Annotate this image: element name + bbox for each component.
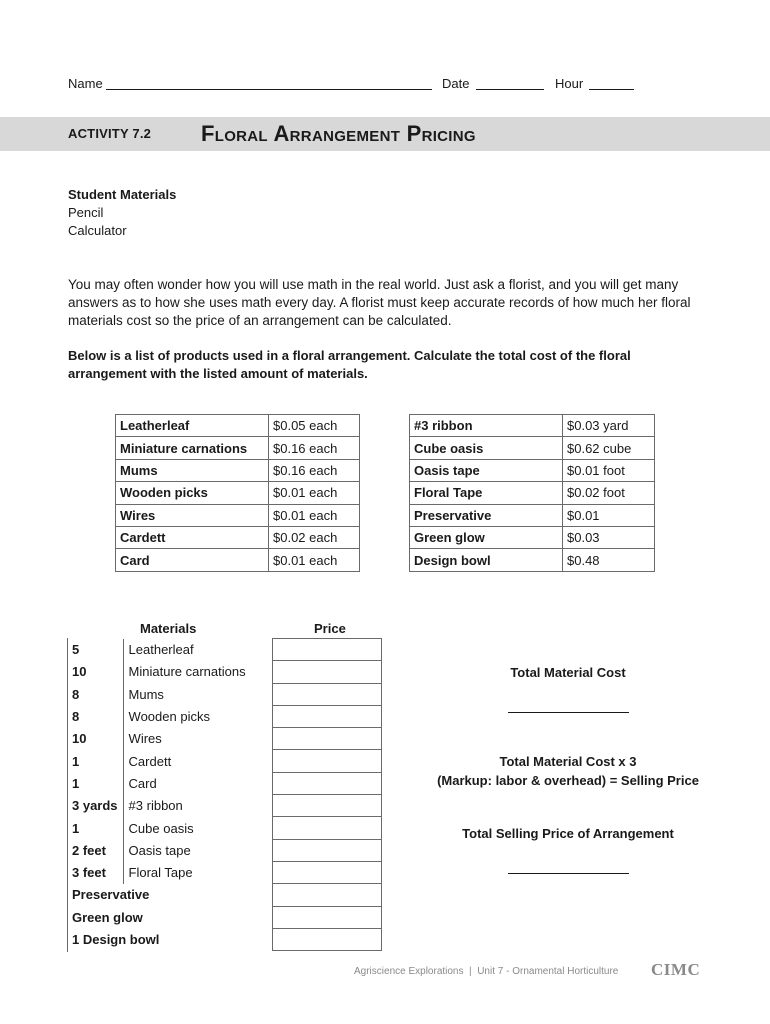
table-row [410,504,655,526]
product-name: Design bowl [410,549,563,571]
table-row [116,549,360,571]
price-input[interactable] [272,683,381,705]
table-row [410,459,655,481]
name-label: Name [68,76,103,91]
table-row [67,661,381,683]
quantity: 1 [67,817,123,839]
price-table-right [409,414,655,572]
product-price: $0.03 yard [563,415,655,437]
product-price: $0.05 each [269,415,360,437]
page-title: Floral Arrangement Pricing [201,121,476,146]
product-price: $0.01 each [269,504,360,526]
product-price: $0.62 cube [563,437,655,459]
activity-banner [0,117,770,151]
table-row [410,549,655,571]
product-name: Green glow [410,526,563,548]
product-name: #3 ribbon [410,415,563,437]
price-input[interactable] [272,906,381,928]
price-input[interactable] [272,817,381,839]
quantity: Green glow [67,906,272,928]
date-label: Date [442,76,470,91]
material-item: Cube oasis [123,817,272,839]
hour-field[interactable] [589,89,634,90]
price-input[interactable] [272,795,381,817]
material-item: Wooden picks [123,705,272,727]
table-row [116,504,360,526]
material-calculator: Calculator [68,223,127,238]
quantity: 10 [67,728,123,750]
instruction-text: Below is a list of products used in a floral arrangement. Calculate the total cost of the floral arrangement with the listed amount of materials. [68,348,631,381]
materials-column-header: Materials [140,621,197,636]
markup-line-1: Total Material Cost x 3 [499,754,637,769]
table-row [67,683,381,705]
product-name: Preservative [410,504,563,526]
total-selling-price-label: Total Selling Price of Arrangement [462,826,674,841]
price-table-left [115,414,360,572]
total-selling-price-answer[interactable] [508,873,629,874]
quantity: 1 [67,750,123,772]
product-price: $0.01 foot [563,459,655,481]
product-name: Oasis tape [410,459,563,481]
material-item: Floral Tape [123,861,272,883]
product-name: Wires [116,504,269,526]
materials-table [67,638,382,951]
product-price: $0.01 each [269,482,360,504]
material-pencil: Pencil [68,205,104,220]
table-row [67,884,381,906]
intro-paragraph: You may often wonder how you will use math in the real world. Just ask a florist, and you will get many answers as to how she uses math every day. A florist must keep accurate records of how much her floral materials cost so the price of an arrangement can be calculated. [68,277,691,328]
quantity: 10 [67,661,123,683]
quantity: 3 feet [67,861,123,883]
material-item: Leatherleaf [123,639,272,661]
price-input[interactable] [272,750,381,772]
quantity: 1 [67,772,123,794]
product-price: $0.01 [563,504,655,526]
quantity: 8 [67,683,123,705]
material-item: Cardett [123,750,272,772]
table-row [67,817,381,839]
table-row [67,772,381,794]
price-input[interactable] [272,661,381,683]
markup-line-2: (Markup: labor & overhead) = Selling Price [437,773,699,788]
footer-text: Agriscience Explorations | Unit 7 - Ornamental Horticulture [354,966,619,977]
table-row [410,415,655,437]
table-row [410,526,655,548]
table-row [67,861,381,883]
date-field[interactable] [476,89,544,90]
product-name: Miniature carnations [116,437,269,459]
quantity: 1 Design bowl [67,928,272,950]
material-item: Mums [123,683,272,705]
table-row [67,639,381,661]
product-price: $0.03 [563,526,655,548]
material-item: Card [123,772,272,794]
table-left-border [67,638,68,952]
name-field[interactable] [106,89,432,90]
activity-number: ACTIVITY 7.2 [68,126,152,141]
price-input[interactable] [272,772,381,794]
price-input[interactable] [272,884,381,906]
table-row [67,795,381,817]
price-input[interactable] [272,728,381,750]
product-name: Cube oasis [410,437,563,459]
product-price: $0.02 foot [563,482,655,504]
table-row [67,839,381,861]
product-name: Floral Tape [410,482,563,504]
table-row [410,437,655,459]
materials-heading: Student Materials [68,187,177,202]
product-price: $0.48 [563,549,655,571]
quantity: 2 feet [67,839,123,861]
table-row [116,459,360,481]
table-row [116,437,360,459]
product-price: $0.02 each [269,526,360,548]
table-row [67,728,381,750]
total-material-cost-label: Total Material Cost [510,665,626,680]
table-row [67,906,381,928]
total-material-cost-answer[interactable] [508,712,629,713]
material-item: Wires [123,728,272,750]
product-name: Leatherleaf [116,415,269,437]
table-row [67,705,381,727]
table-row [410,482,655,504]
table-row [67,750,381,772]
material-item: Oasis tape [123,839,272,861]
product-name: Wooden picks [116,482,269,504]
table-row [116,415,360,437]
product-name: Cardett [116,526,269,548]
quantity: 5 [67,639,123,661]
product-name: Mums [116,459,269,481]
cimc-logo: CIMC [651,960,701,979]
price-input[interactable] [272,928,381,950]
product-price: $0.16 each [269,459,360,481]
quantity: Preservative [67,884,272,906]
product-price: $0.16 each [269,437,360,459]
price-input[interactable] [272,861,381,883]
table-row [67,928,381,950]
quantity: 8 [67,705,123,727]
material-item: Miniature carnations [123,661,272,683]
product-price: $0.01 each [269,549,360,571]
price-column-header: Price [314,621,346,636]
price-input[interactable] [272,839,381,861]
table-row [116,482,360,504]
table-row [116,526,360,548]
quantity: 3 yards [67,795,123,817]
price-input[interactable] [272,705,381,727]
material-item: #3 ribbon [123,795,272,817]
price-input[interactable] [272,639,381,661]
product-name: Card [116,549,269,571]
hour-label: Hour [555,76,584,91]
